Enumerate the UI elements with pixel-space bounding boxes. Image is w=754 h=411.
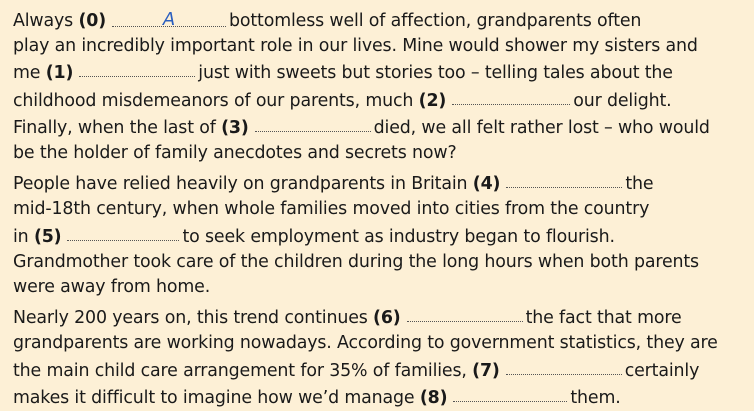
paragraph-1 [13,9,744,166]
text: to seek employment as industry began to flourish. [182,226,615,247]
text: be the holder of family anecdotes and secrets now? [13,143,457,164]
text: Nearly 200 years on, this trend continues [13,308,374,329]
text-line [13,250,744,275]
gap-0-answer [112,8,226,30]
text-line [13,87,744,114]
text-line [13,275,744,300]
text: play an incredibly important role in our lives. Mine would shower my sisters and [13,36,698,57]
text: grandparents are working nowadays. According to government statistics, they are [13,333,718,354]
gap-number-5: (5) [33,226,62,247]
paragraph-3 [13,304,744,411]
gap-5-blank[interactable] [67,222,179,241]
text-line [13,34,744,59]
gap-number-8: (8) [419,387,448,408]
text: died, we all felt rather lost – who would [373,117,710,138]
text-line [13,170,744,197]
gap-6-blank[interactable] [407,303,523,322]
text-line [13,331,744,356]
text: mid-18th century, when whole families moved into cities from the country [13,199,650,220]
text: Finally, when the last of [13,117,222,138]
text: just with sweets but stories too – telling tales about the [198,63,673,84]
text: bottomless well of affection, grandparents often [229,11,642,31]
gap-number-7: (7) [472,360,500,381]
text-line [13,197,744,222]
text-line [13,304,744,331]
gap-number-2: (2) [418,90,447,111]
text: Grandmother took care of the children during the long hours when both parents [13,251,699,272]
text: certainly [624,360,700,381]
gap-8-blank[interactable] [453,383,567,402]
text-line [13,357,744,384]
text-line [13,9,744,34]
example-answer: A [162,9,176,30]
text-line [13,141,744,166]
gap-7-blank[interactable] [506,356,622,375]
text: our delight. [573,90,672,111]
gap-3-blank[interactable] [255,113,371,132]
text: People have relied heavily on grandparents in Britain [13,174,473,195]
text: childhood misdemeanors of our parents, much [13,90,419,111]
gap-number-4: (4) [472,174,501,195]
gap-2-blank[interactable] [452,86,570,105]
text: me [13,63,46,84]
text: the main child care arrangement for 35% of families, [13,360,473,381]
text: makes it difficult to imagine how we’d manage [13,387,420,408]
text: the [625,174,654,195]
text: were away from home. [13,277,211,298]
gap-number-3: (3) [221,117,249,138]
gap-1-blank[interactable] [79,58,195,77]
text-line [13,59,744,86]
gap-number-1: (1) [45,63,74,84]
gap-number-6: (6) [373,308,401,329]
gap-4-blank[interactable] [506,169,622,188]
paragraph-2 [13,170,744,300]
text: them. [570,387,621,408]
text-line [13,223,744,250]
text: the fact that more [525,308,682,329]
text: Always [13,11,79,31]
gap-number-0: (0) [78,11,106,31]
text-line [13,114,744,141]
text: in [13,226,34,247]
